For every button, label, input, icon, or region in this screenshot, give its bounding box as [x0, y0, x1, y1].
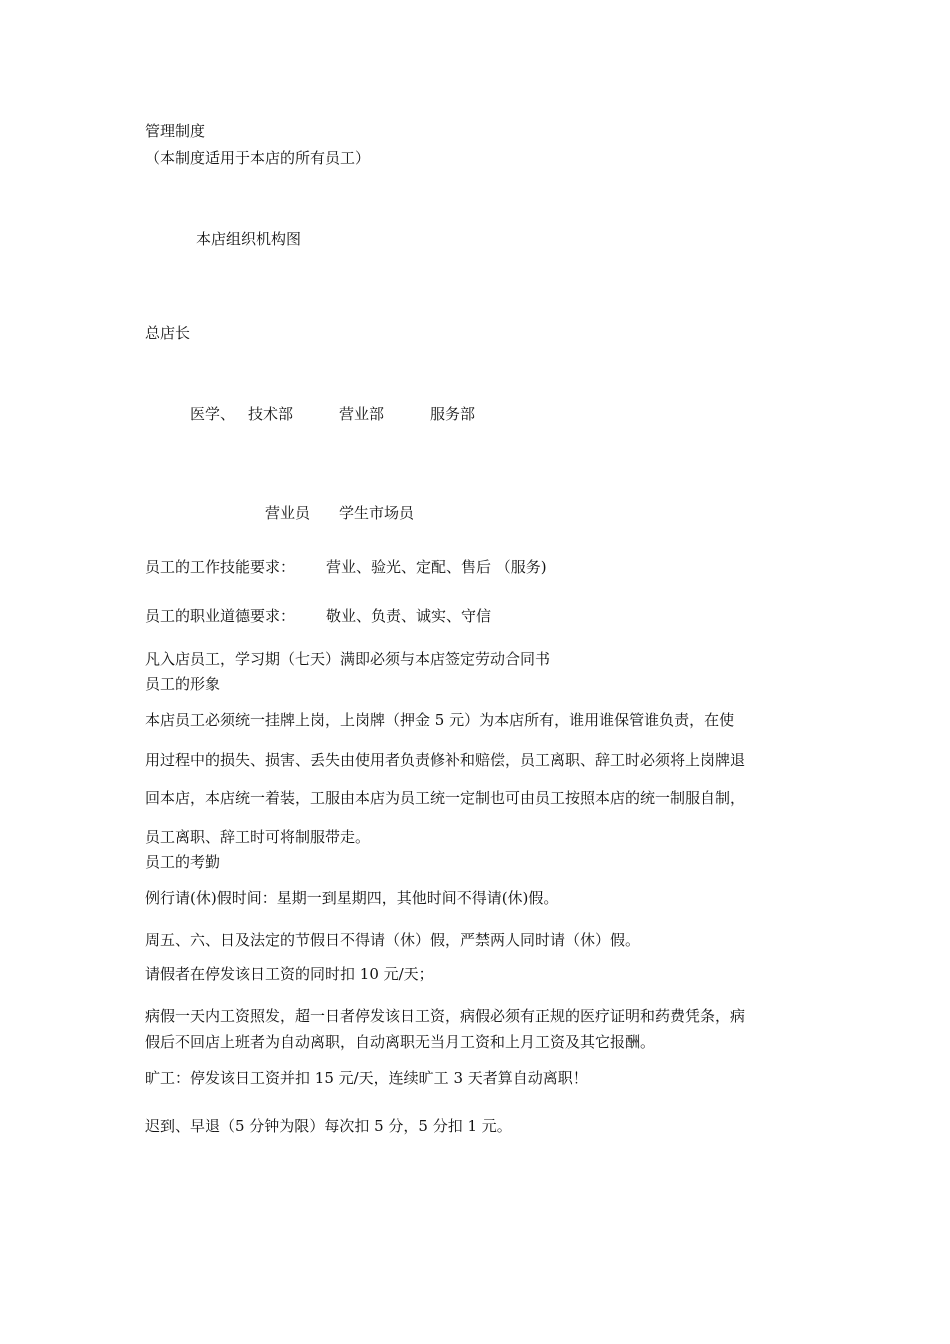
- contract-note: 凡入店员工，学习期（七天）满即必须与本店签定劳动合同书: [145, 650, 551, 668]
- attendance-line: 请假者在停发该日工资的同时扣 10 元/天；: [145, 965, 434, 983]
- attendance-line: 假后不回店上班者为自动离职，自动离职无当月工资和上月工资及其它报酬。: [145, 1033, 656, 1051]
- attendance-line: 周五、六、日及法定的节假日不得请（休）假，严禁两人同时请（休）假。: [145, 931, 641, 949]
- org-dept-service: 服务部: [430, 405, 476, 423]
- org-dept-tech: 技术部: [248, 405, 294, 423]
- skills-value: 营业、验光、定配、售后 （服务): [326, 558, 547, 576]
- attendance-line: 迟到、早退（5 分钟为限）每次扣 5 分，5 分扣 1 元。: [145, 1117, 512, 1135]
- image-line: 员工离职、辞工时可将制服带走。: [145, 828, 371, 846]
- attendance-line: 病假一天内工资照发，超一日者停发该日工资，病假必须有正规的医疗证明和药费凭条，病: [145, 1007, 746, 1025]
- ethics-value: 敬业、负责、诚实、守信: [326, 607, 492, 625]
- attendance-line: 例行请(休)假时间：星期一到星期四，其他时间不得请(休)假。: [145, 889, 559, 907]
- image-line: 回本店，本店统一着装，工服由本店为员工统一定制也可由员工按照本店的统一制服自制，: [145, 789, 746, 807]
- attendance-heading: 员工的考勤: [145, 853, 221, 871]
- doc-title: 管理制度: [145, 122, 206, 140]
- org-dept-medical: 医学、: [190, 405, 236, 423]
- org-dept-sales: 营业部: [339, 405, 385, 423]
- attendance-line: 旷工：停发该日工资并扣 15 元/天，连续旷工 3 天者算自动离职！: [145, 1069, 588, 1087]
- org-chart-title: 本店组织机构图: [196, 230, 302, 248]
- doc-subtitle: （本制度适用于本店的所有员工）: [145, 149, 371, 167]
- org-staff-student: 学生市场员: [339, 504, 415, 522]
- ethics-label: 员工的职业道德要求：: [145, 607, 296, 625]
- image-line: 用过程中的损失、损害、丢失由使用者负责修补和赔偿，员工离职、辞工时必须将上岗牌退: [145, 751, 746, 769]
- image-heading: 员工的形象: [145, 675, 221, 693]
- image-line: 本店员工必须统一挂牌上岗，上岗牌（押金 5 元）为本店所有，谁用谁保管谁负责，在使: [145, 711, 735, 729]
- org-staff-sales: 营业员: [265, 504, 311, 522]
- skills-label: 员工的工作技能要求：: [145, 558, 296, 576]
- org-general-manager: 总店长: [145, 324, 191, 342]
